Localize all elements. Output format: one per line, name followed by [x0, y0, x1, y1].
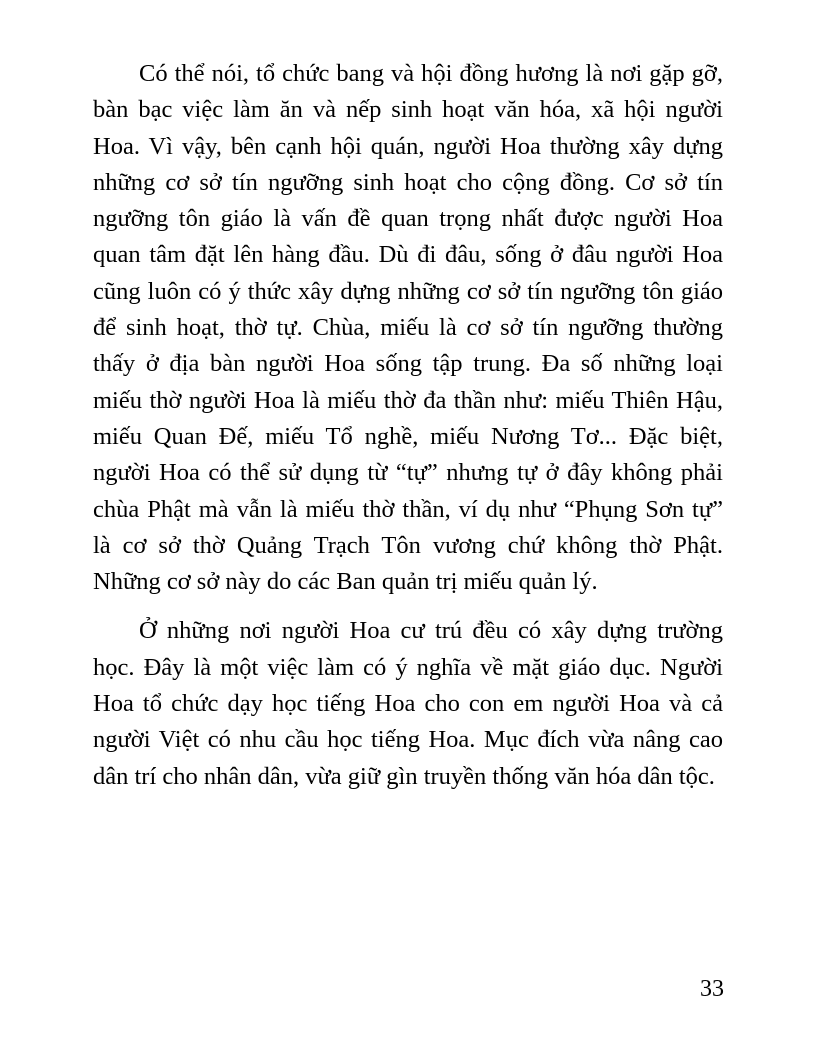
- page-number: 33: [700, 976, 724, 1002]
- page-body: [93, 56, 723, 795]
- paragraph-1: Có thể nói, tổ chức bang và hội đồng hương là nơi gặp gỡ, bàn bạc việc làm ăn và nếp sinh hoạt văn hóa, xã hội người Hoa. Vì vậy, bên cạnh hội quán, người Hoa thường xây dựng những cơ sở tín ngưỡng sinh hoạt cho cộng đồng. Cơ sở tín ngưỡng tôn giáo là vấn đề quan trọng nhất được người Hoa quan tâm đặt lên hàng đầu. Dù đi đâu, sống ở đâu người Hoa cũng luôn có ý thức xây dựng những cơ sở tín ngưỡng tôn giáo để sinh hoạt, thờ tự. Chùa, miếu là cơ sở tín ngưỡng thường thấy ở địa bàn người Hoa sống tập trung. Đa số những loại miếu thờ người Hoa là miếu thờ đa thần như: miếu Thiên Hậu, miếu Quan Đế, miếu Tổ nghề, miếu Nương Tơ... Đặc biệt, người Hoa có thể sử dụng từ “tự” nhưng tự ở đây không phải chùa Phật mà vẫn là miếu thờ thần, ví dụ như “Phụng Sơn tự” là cơ sở thờ Quảng Trạch Tôn vương chứ không thờ Phật. Những cơ sở này do các Ban quản trị miếu quản lý.: [93, 60, 723, 596]
- paragraph-2: Ở những nơi người Hoa cư trú đều có xây dựng trường học. Đây là một việc làm có ý nghĩa về mặt giáo dục. Người Hoa tổ chức dạy học tiếng Hoa cho con em người Hoa và cả người Việt có nhu cầu học tiếng Hoa. Mục đích vừa nâng cao dân trí cho nhân dân, vừa giữ gìn truyền thống văn hóa dân tộc.: [93, 617, 723, 790]
